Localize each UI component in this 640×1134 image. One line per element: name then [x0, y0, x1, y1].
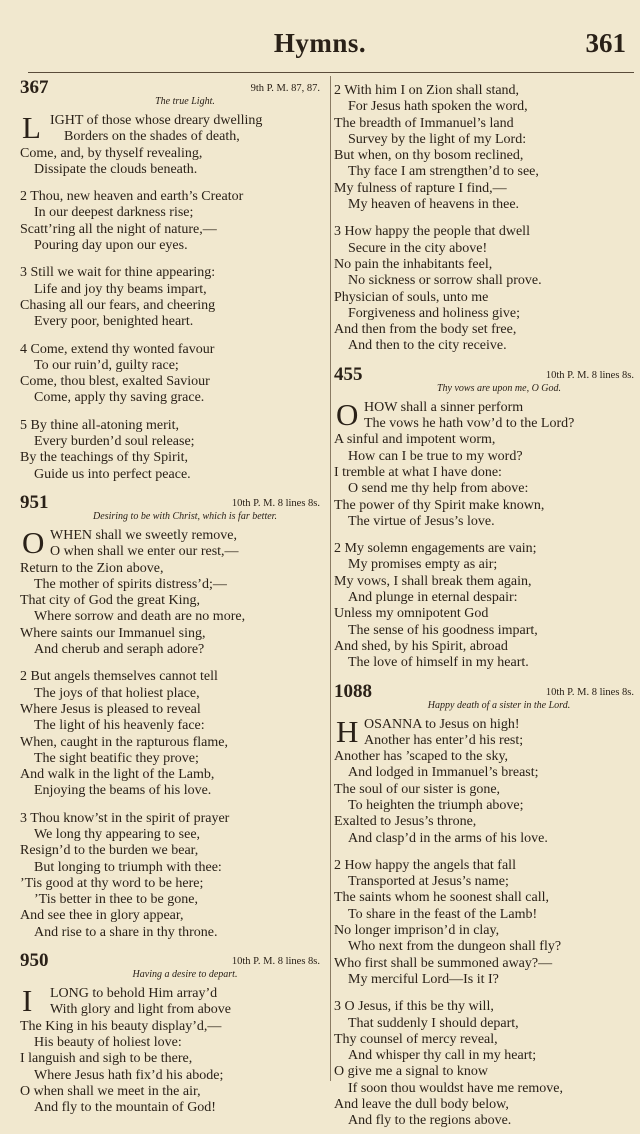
hymn-line: To share in the feast of the Lamb!	[348, 906, 538, 922]
hymn-line: And fly to the regions above.	[348, 1113, 512, 1129]
stanza	[334, 999, 634, 1129]
drop-cap: H	[336, 713, 359, 749]
page-number: 361	[585, 28, 626, 58]
hymn-line: How can I be true to my word?	[348, 448, 523, 464]
stanza	[20, 110, 320, 178]
hymn-line: Who first shall be summoned away?—	[334, 955, 553, 971]
hymn-meter: 10th P. M. 8 lines 8s.	[231, 956, 320, 968]
hymn-line: My fulness of rapture I find,—	[334, 180, 507, 196]
hymn-number: 367	[20, 77, 49, 98]
hymn-line: The power of thy Spirit make known,	[334, 497, 545, 513]
right-column	[334, 78, 634, 1134]
stanza	[334, 541, 634, 671]
hymn-line: Thy face I am strengthen’d to see,	[348, 164, 539, 180]
hymn-line: Forgiveness and holiness give;	[348, 305, 521, 321]
hymn-line: And clasp’d in the arms of his love.	[348, 830, 548, 846]
hymn-line: Every burden’d soul release;	[34, 434, 195, 450]
stanza	[20, 524, 320, 658]
hymn-line: Where sorrow and death are no more,	[34, 609, 246, 625]
hymn-line: O send me thy help from above:	[348, 481, 529, 497]
hymn-line: The saints whom he soonest shall call,	[334, 890, 550, 906]
hymn-line: 2 My solemn engagements are vain;	[334, 541, 537, 557]
stanza	[334, 396, 634, 530]
hymn-line: The sense of his goodness impart,	[348, 622, 538, 638]
hymn-line: The sight beatific they prove;	[34, 750, 199, 766]
stanza	[20, 669, 320, 799]
hymn-line: ’Tis better in thee to be gone,	[34, 892, 198, 908]
hymn-line: Where Jesus is pleased to reveal	[20, 701, 201, 717]
column-divider	[330, 76, 331, 1081]
hymn-subtitle: Happy death of a sister in the Lord.	[427, 699, 571, 711]
hymn-subtitle: Desiring to be with Christ, which is far better.	[93, 510, 277, 522]
hymn-line: Another has enter’d his rest;	[364, 732, 524, 748]
hymn-line: Return to the Zion above,	[20, 560, 164, 576]
hymn-line: No longer imprison’d in clay,	[334, 923, 500, 939]
hymn-line: No sickness or sorrow shall prove.	[348, 273, 542, 289]
hymn-line: Resign’d to the burden we bear,	[20, 843, 199, 859]
hymn-line: 2 But angels themselves cannot tell	[20, 669, 218, 685]
hymn-meter: 10th P. M. 8 lines 8s.	[545, 686, 634, 698]
hymn-line: Where Jesus hath fix’d his abode;	[34, 1067, 224, 1083]
hymn-line: Secure in the city above!	[348, 240, 488, 256]
hymn-line: For Jesus hath spoken the word,	[348, 99, 528, 115]
hymn-line: 2 With him I on Zion shall stand,	[334, 83, 520, 98]
page-title: Hymns.	[273, 28, 367, 58]
hymn-line: In our deepest darkness rise;	[34, 205, 194, 221]
hymn-line: To our ruin’d, guilty race;	[34, 357, 179, 373]
hymn-951-continued	[334, 83, 634, 355]
hymn-line: But longing to triumph with thee:	[34, 859, 222, 875]
hymn-line: Survey by the light of my Lord:	[348, 131, 527, 147]
hymn-line: Another has ’scaped to the sky,	[334, 749, 509, 765]
hymn-line: The mother of spirits distress’d;—	[34, 576, 227, 592]
hymn-line: Dissipate the clouds beneath.	[34, 161, 198, 177]
hymn-line: Pouring day upon our eyes.	[34, 238, 188, 254]
hymn-line: The breadth of Immanuel’s land	[334, 115, 514, 131]
hymn-line: Who next from the dungeon shall fly?	[348, 939, 562, 955]
hymn-line: Thy counsel of mercy reveal,	[334, 1031, 498, 1047]
hymn-950	[20, 951, 320, 1116]
hymn-line: 2 Thou, new heaven and earth’s Creator	[20, 189, 244, 205]
hymn-line: I languish and sigh to be there,	[20, 1051, 193, 1067]
header-rule	[28, 72, 634, 73]
hymn-number: 951	[20, 491, 49, 513]
hymn-subtitle: Thy vows are upon me, O God.	[436, 382, 562, 394]
hymn-number: 455	[334, 363, 363, 385]
hymn-number: 1088	[334, 680, 372, 702]
hymn-line: 3 How happy the people that dwell	[334, 224, 530, 240]
stanza	[334, 83, 634, 213]
hymn-line: O give me a signal to know	[334, 1064, 488, 1080]
hymn-line: The virtue of Jesus’s love.	[348, 513, 495, 529]
hymn-line: We long thy appearing to see,	[34, 826, 201, 842]
hymn-line: Come, and, by thyself revealing,	[20, 145, 203, 161]
hymn-line: Where saints our Immanuel sing,	[20, 625, 206, 641]
hymn-line: But when, on thy bosom reclined,	[334, 148, 524, 164]
hymn-number: 950	[20, 950, 49, 972]
hymn-line: The soul of our sister is gone,	[334, 781, 501, 797]
hymn-line: 5 By thine all-atoning merit,	[20, 417, 180, 433]
stanza	[20, 189, 320, 254]
hymn-line: No pain the inhabitants feel,	[334, 256, 493, 272]
hymn-line: 2 How happy the angels that fall	[334, 857, 516, 873]
drop-cap: L	[22, 110, 41, 145]
hymn-meter: 9th P. M. 87, 87.	[250, 83, 320, 94]
hymn-line: And rise to a share in thy throne.	[34, 924, 218, 940]
hymn-line: IGHT of those whose dreary dwelling	[50, 113, 263, 128]
hymn-line: OSANNA to Jesus on high!	[364, 716, 520, 732]
hymn-line: 3 O Jesus, if this be thy will,	[334, 999, 494, 1015]
hymn-line: Chasing all our fears, and cheering	[20, 297, 216, 313]
hymn-line: ’Tis good at thy word to be here;	[20, 875, 204, 891]
hymn-line: And cherub and seraph adore?	[34, 642, 205, 658]
hymn-line: When, caught in the rapturous flame,	[20, 734, 228, 750]
hymn-455	[334, 365, 634, 672]
hymn-367	[20, 78, 320, 483]
hymn-subtitle: Having a desire to depart.	[132, 969, 238, 981]
hymn-line: Physician of souls, unto me	[334, 289, 489, 305]
drop-cap: O	[336, 396, 359, 432]
hymn-line: My promises empty as air;	[348, 557, 498, 573]
hymn-line: WHEN shall we sweetly remove,	[50, 527, 237, 543]
stanza	[20, 342, 320, 407]
hymn-line: And then from the body set free,	[334, 322, 517, 338]
hymn-line: Come, apply thy saving grace.	[34, 390, 205, 406]
hymn-line: I tremble at what I have done:	[334, 464, 502, 480]
hymn-line: Unless my omnipotent God	[334, 606, 489, 622]
stanza	[20, 265, 320, 330]
hymn-line: By the teachings of thy Spirit,	[20, 450, 188, 466]
stanza	[334, 713, 634, 847]
hymn-line: Exalted to Jesus’s throne,	[334, 814, 477, 830]
drop-cap: I	[22, 983, 33, 1019]
hymn-line: And shed, by his Spirit, abroad	[334, 638, 508, 654]
stanza	[20, 811, 320, 941]
hymn-line: HOW shall a sinner perform	[364, 399, 524, 415]
hymn-line: Guide us into perfect peace.	[34, 466, 191, 482]
stanza	[334, 858, 634, 988]
hymn-line: O when shall we enter our rest,—	[50, 544, 239, 560]
hymn-line: The joys of that holiest place,	[34, 685, 200, 701]
hymn-line: That suddenly I should depart,	[348, 1015, 519, 1031]
hymn-line: With glory and light from above	[50, 1002, 232, 1018]
hymn-line: Every poor, benighted heart.	[34, 314, 194, 330]
hymn-line: LONG to behold Him array’d	[50, 986, 218, 1002]
hymn-line: Scatt’ring all the night of nature,—	[20, 221, 217, 237]
hymn-line: My heaven of heavens in thee.	[348, 197, 520, 213]
hymn-line: And walk in the light of the Lamb,	[20, 767, 215, 783]
stanza	[334, 224, 634, 354]
hymn-951	[20, 493, 320, 941]
hymn-line: Come, thou blest, exalted Saviour	[20, 374, 210, 390]
hymn-meter: 10th P. M. 8 lines 8s.	[545, 369, 634, 381]
hymn-1088	[334, 682, 634, 1130]
hymn-line: 3 Thou know’st in the spirit of prayer	[20, 810, 230, 826]
hymn-line: Borders on the shades of death,	[64, 129, 240, 145]
hymn-line: Life and joy thy beams impart,	[34, 281, 207, 297]
drop-cap: O	[22, 524, 45, 560]
hymn-line: If soon thou wouldst have me remove,	[348, 1080, 564, 1096]
left-column	[20, 78, 320, 1120]
hymn-line: My vows, I shall break them again,	[334, 573, 532, 589]
stanza	[20, 418, 320, 483]
hymn-line: And plunge in eternal despair:	[348, 590, 518, 606]
hymn-line: The light of his heavenly face:	[34, 718, 205, 734]
hymn-line: The love of himself in my heart.	[348, 655, 529, 671]
hymn-line: And leave the dull body below,	[334, 1097, 509, 1113]
hymn-line: My merciful Lord—Is it I?	[348, 971, 499, 987]
hymn-line: Transported at Jesus’s name;	[348, 874, 509, 890]
hymn-line: The vows he hath vow’d to the Lord?	[364, 416, 575, 432]
hymn-line: His beauty of holiest love:	[34, 1034, 182, 1050]
hymn-line: That city of God the great King,	[20, 593, 201, 609]
hymn-meter: 10th P. M. 8 lines 8s.	[231, 497, 320, 509]
hymn-subtitle: The true Light.	[155, 96, 215, 107]
hymn-line: The King in his beauty display’d,—	[20, 1018, 222, 1034]
hymn-line: And see thee in glory appear,	[20, 908, 184, 924]
hymn-line: And whisper thy call in my heart;	[348, 1048, 537, 1064]
hymn-line: To heighten the triumph above;	[348, 797, 524, 813]
hymn-line: O when shall we meet in the air,	[20, 1083, 201, 1099]
hymn-line: And fly to the mountain of God!	[34, 1100, 216, 1116]
hymn-line: And lodged in Immanuel’s breast;	[348, 765, 539, 781]
hymn-line: A sinful and impotent worm,	[334, 432, 496, 448]
hymn-line: 4 Come, extend thy wonted favour	[20, 341, 215, 357]
hymn-line: 3 Still we wait for thine appearing:	[20, 265, 216, 281]
hymn-line: And then to the city receive.	[348, 338, 507, 354]
hymn-line: Enjoying the beams of his love.	[34, 783, 212, 799]
